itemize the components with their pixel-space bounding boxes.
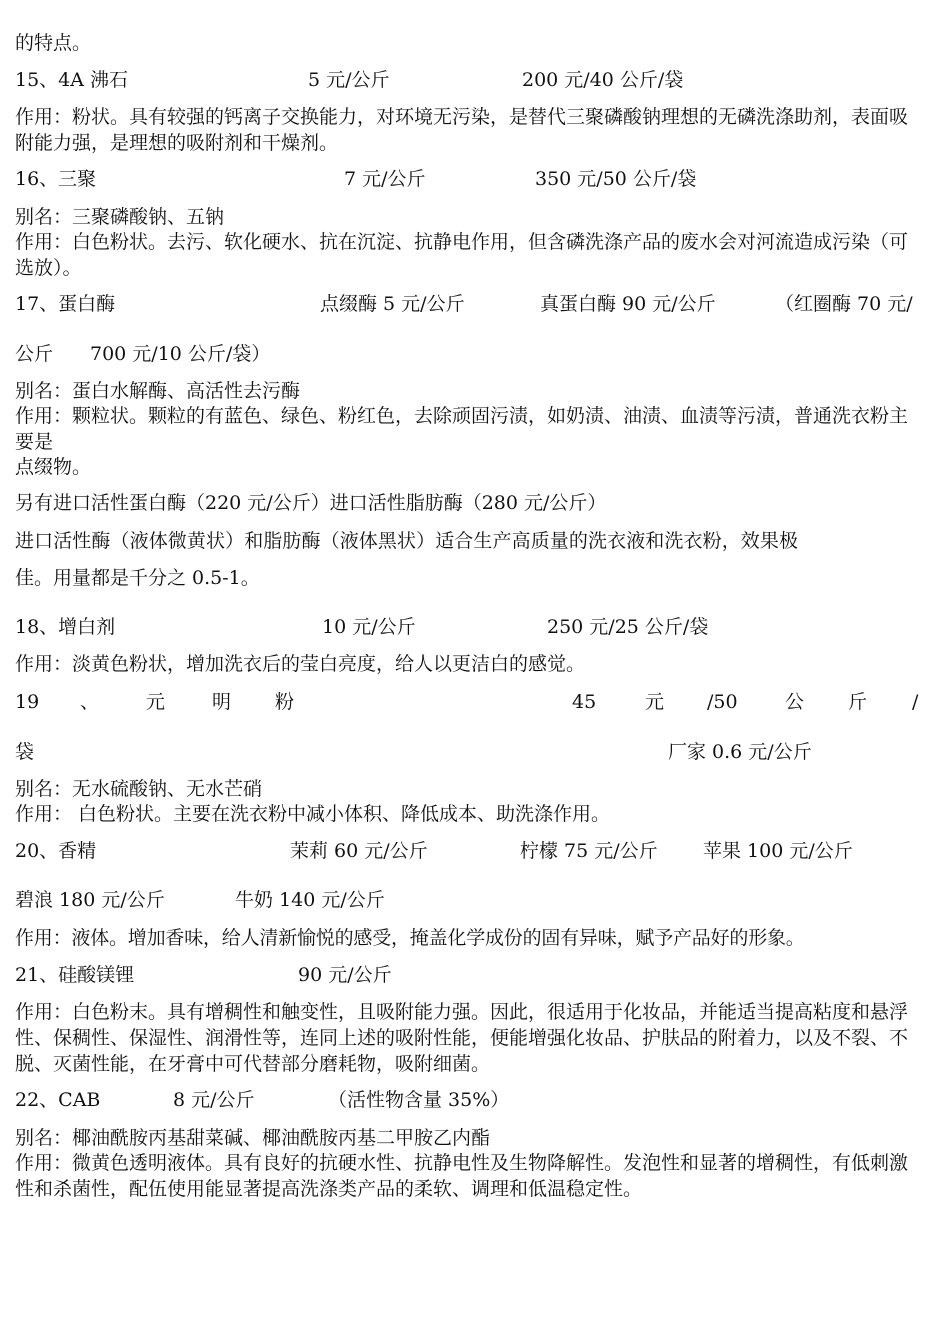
item-19-token: 45 [572, 691, 597, 713]
item-18-price-kg: 10 元/公斤 [322, 616, 416, 638]
item-22-price-kg: 8 元/公斤 [173, 1089, 255, 1111]
item-20-price-milk: 牛奶 140 元/公斤 [235, 889, 385, 911]
item-16-price-kg: 7 元/公斤 [344, 168, 426, 190]
item-20-price-apple: 苹果 100 元/公斤 [703, 840, 853, 862]
item-17-enzyme-note: 进口活性酶（液体微黄状）和脂肪酶（液体黑状）适合生产高质量的洗衣液和洗衣粉，效果极 [15, 530, 799, 552]
item-20-price-lemon: 柠檬 75 元/公斤 [520, 840, 658, 862]
item-18-price-bag: 250 元/25 公斤/袋 [547, 616, 709, 638]
item-17-usage: 作用：颗粒状。颗粒的有蓝色、绿色、粉红色，去除顽固污渍，如奶渍、油渍、血渍等污渍，普通洗衣粉主要是 [15, 405, 909, 453]
item-21-heading: 21、硅酸镁锂 [15, 964, 135, 986]
item-17-price-dot-enzyme: 点缀酶 5 元/公斤 [320, 293, 465, 315]
item-21-usage: 作用：白色粉末。具有增稠性和触变性，且吸附能力强。因此，很适用于化妆品，并能适当提高粘度和悬浮性、保稠性、保湿性、润滑性等，连同上述的吸附性能，便能增强化妆品、护肤品的附着力，以及不裂、不脱、灭菌性能，在牙膏中可代替部分磨耗物，吸附细菌。 [15, 1001, 909, 1075]
intro-tail: 的特点。 [15, 32, 92, 54]
item-19-token: / [912, 691, 919, 713]
item-19-token: 明 [212, 691, 232, 713]
item-16-usage: 作用：白色粉状。去污、软化硬水、抗在沉淀、抗静电作用，但含磷洗涤产品的废水会对河流造成污染（可选放）。 [15, 231, 909, 279]
item-17-price-unit-cont: 公斤 [15, 343, 54, 365]
item-17-usage-cont: 点缀物。 [15, 456, 92, 478]
item-15-usage: 作用：粉状。具有较强的钙离子交换能力，对环境无污染，是替代三聚磷酸钠理想的无磷洗涤助剂，表面吸附能力强，是理想的吸附剂和干燥剂。 [15, 106, 909, 154]
item-19-token: /50 [707, 691, 738, 713]
item-19-token: 元 [645, 691, 665, 713]
item-15-price-kg: 5 元/公斤 [308, 69, 390, 91]
item-17-imported-note: 另有进口活性蛋白酶（220 元/公斤）进口活性脂肪酶（280 元/公斤） [15, 492, 607, 514]
item-17-price-true-protease: 真蛋白酶 90 元/公斤 [540, 293, 716, 315]
item-22-usage: 作用：微黄色透明液体。具有良好的抗硬水性、抗静电性及生物降解性。发泡性和显著的增稠性，有低刺激性和杀菌性，配伍使用能显著提高洗涤类产品的柔软、调理和低温稳定性。 [15, 1152, 909, 1200]
item-16-price-bag: 350 元/50 公斤/袋 [535, 168, 697, 190]
item-19-token: 斤 [848, 691, 868, 713]
item-19-usage: 作用： 白色粉状。主要在洗衣粉中减小体积、降低成本、助洗涤作用。 [15, 803, 611, 825]
item-17-heading: 17、蛋白酶 [15, 293, 116, 315]
item-19-unit-cont: 袋 [15, 741, 35, 763]
item-17-price-bag: 700 元/10 公斤/袋） [90, 343, 271, 365]
item-17-alias: 别名：蛋白水解酶、高活性去污酶 [15, 380, 301, 402]
item-20-price-bilang: 碧浪 180 元/公斤 [15, 889, 165, 911]
item-19-token: 元 [146, 691, 166, 713]
item-18-heading: 18、增白剂 [15, 616, 116, 638]
item-16-alias: 别名：三聚磷酸钠、五钠 [15, 206, 225, 228]
item-20-price-jasmine: 茉莉 60 元/公斤 [290, 840, 428, 862]
item-19-factory-price: 厂家 0.6 元/公斤 [668, 741, 812, 763]
item-15-heading: 15、4A 沸石 [15, 69, 129, 91]
item-20-usage: 作用：液体。增加香味，给人清新愉悦的感受，掩盖化学成份的固有异味，赋予产品好的形象。 [15, 927, 805, 949]
item-21-price-kg: 90 元/公斤 [298, 964, 392, 986]
item-19-token: 粉 [275, 691, 295, 713]
item-19-token: 、 [80, 691, 100, 713]
item-20-heading: 20、香精 [15, 840, 97, 862]
item-15-price-bag: 200 元/40 公斤/袋 [522, 69, 684, 91]
item-19-alias: 别名：无水硫酸钠、无水芒硝 [15, 778, 263, 800]
item-17-enzyme-note-cont: 佳。用量都是千分之 0.5-1。 [15, 567, 260, 589]
item-22-alias: 别名：椰油酰胺丙基甜菜碱、椰油酰胺丙基二甲胺乙内酯 [15, 1127, 491, 1149]
item-22-heading: 22、CAB [15, 1089, 101, 1111]
item-19-token: 公 [785, 691, 805, 713]
item-22-active-content: （活性物含量 35%） [328, 1089, 510, 1111]
item-17-price-red-circle: （红圈酶 70 元/ [775, 293, 913, 315]
item-16-heading: 16、三聚 [15, 168, 97, 190]
item-18-usage: 作用：淡黄色粉状，增加洗衣后的莹白亮度，给人以更洁白的感觉。 [15, 653, 586, 675]
item-19-token: 19 [15, 691, 40, 713]
